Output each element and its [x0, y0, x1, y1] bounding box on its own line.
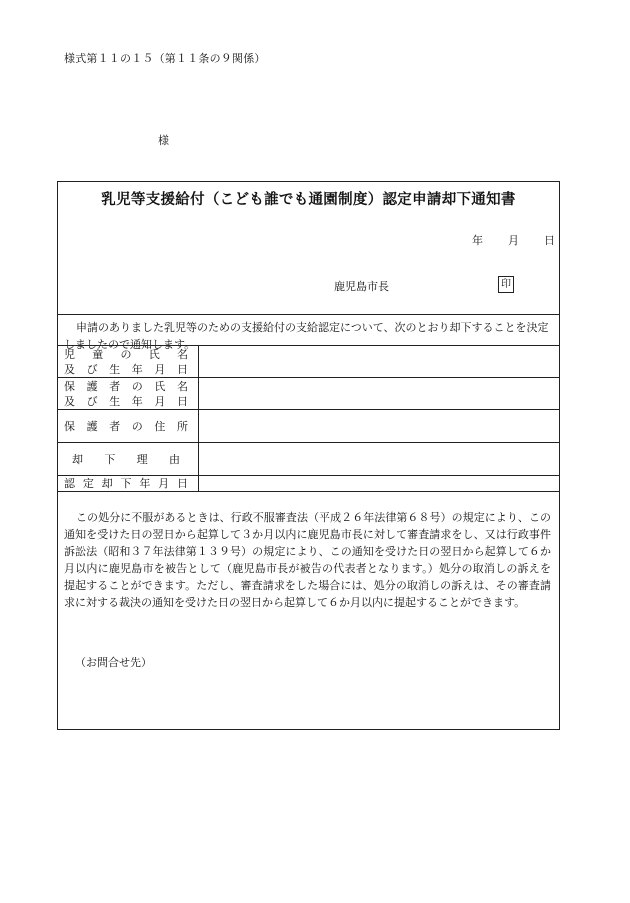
label-char: 生	[109, 394, 121, 408]
label-char: 年	[131, 394, 143, 408]
date-day-label: 日	[544, 234, 555, 247]
label-char: 所	[176, 419, 188, 433]
label-char: 年	[131, 362, 143, 376]
row-rejection-date	[58, 476, 559, 492]
label-char: 護	[86, 379, 98, 393]
label-char: 保	[64, 379, 75, 393]
label-char: 日	[176, 477, 188, 490]
row-label	[58, 378, 199, 410]
notice-header	[58, 182, 559, 315]
inquiry-label: （お問合せ先）	[75, 656, 152, 669]
seal-mark: 印	[498, 276, 514, 293]
label-char: 理	[136, 452, 148, 466]
label-char: 月	[154, 394, 166, 408]
form-number: 様式第１１の１５（第１１条の９関係）	[64, 52, 266, 65]
date-year-label: 年	[472, 234, 483, 247]
details-table	[58, 345, 559, 492]
row-address	[58, 410, 559, 443]
row-guardian	[58, 378, 559, 410]
label-char: の	[120, 347, 132, 361]
label-char: 下	[104, 452, 116, 466]
label-char: 年	[139, 477, 151, 490]
label-line	[64, 362, 198, 377]
row-reason	[58, 443, 559, 476]
label-char: 由	[168, 452, 180, 466]
row-value-guardian	[199, 378, 560, 410]
appeal-notes: この処分に不服があるときは、行政不服審査法（平成２６年法律第６８号）の規定により、この通知を受けた日の翌日から起算して３か月以内に鹿児島市長に対して審査請求をし、又は行政事件訴訟法（昭和３７年法律第１３９号）の規定により、この通知を受けた日の翌日から起算して６か月以内に鹿児島市を被告として（鹿児島市長が被告の代表者となります。）処分の取消しの訴えを提起することができます。ただし、審査請求をした場合には、処分の取消しの訴えは、その審査請求に対する裁決の通知を受けた日の翌日から起算して６か月以内に提起することができます。	[64, 511, 551, 609]
addressee-suffix: 様	[158, 134, 169, 147]
row-child	[58, 346, 559, 378]
issuer-name: 鹿児島市長	[334, 280, 389, 293]
label-char: 氏	[154, 379, 166, 393]
row-value-reason	[199, 443, 560, 476]
label-char: 及	[64, 362, 75, 376]
label-char: 生	[109, 362, 121, 376]
label-line	[64, 379, 198, 394]
document-title: 乳児等支援給付（こども誰でも通園制度）認定申請却下通知書	[101, 191, 516, 208]
label-char: の	[131, 419, 143, 433]
rule-cell	[199, 492, 560, 493]
label-char: び	[86, 362, 98, 376]
row-label	[58, 476, 199, 492]
label-char: 者	[109, 379, 121, 393]
row-label	[58, 443, 199, 476]
row-value-address	[199, 410, 560, 443]
label-line	[64, 419, 198, 434]
notice-box	[57, 181, 560, 730]
table-bottom-rule	[58, 492, 559, 493]
intro-text: 申請のありました乳児等のための支援給付の支給認定について、次のとおり却下することを決定しましたので通知します。	[64, 321, 549, 351]
label-char: び	[86, 394, 98, 408]
label-char: 月	[158, 477, 170, 490]
label-char: 護	[86, 419, 98, 433]
label-char: 及	[64, 394, 75, 408]
label-char: 日	[176, 394, 188, 408]
label-char: 住	[154, 419, 166, 433]
row-value-child	[199, 346, 560, 378]
label-line	[64, 394, 198, 409]
label-char: 名	[177, 347, 188, 361]
label-line	[64, 347, 198, 362]
label-char: 日	[176, 362, 188, 376]
rule-cell	[58, 492, 199, 493]
label-char: 却	[101, 477, 113, 490]
label-char: 者	[109, 419, 121, 433]
label-char: 認	[64, 477, 75, 490]
row-label	[58, 346, 199, 378]
label-char: の	[131, 379, 143, 393]
date-month-label: 月	[508, 234, 519, 247]
label-char: 月	[154, 362, 166, 376]
row-value-rejection-date	[199, 476, 560, 492]
label-char: 却	[72, 452, 83, 466]
label-char: 下	[120, 477, 132, 490]
label-line	[64, 476, 198, 491]
label-char: 名	[176, 379, 188, 393]
label-char: 童	[92, 347, 104, 361]
label-char: 氏	[148, 347, 160, 361]
label-line	[64, 452, 198, 467]
label-char: 保	[64, 419, 75, 433]
row-label	[58, 410, 199, 443]
label-char: 児	[64, 347, 75, 361]
label-char: 定	[82, 477, 94, 490]
